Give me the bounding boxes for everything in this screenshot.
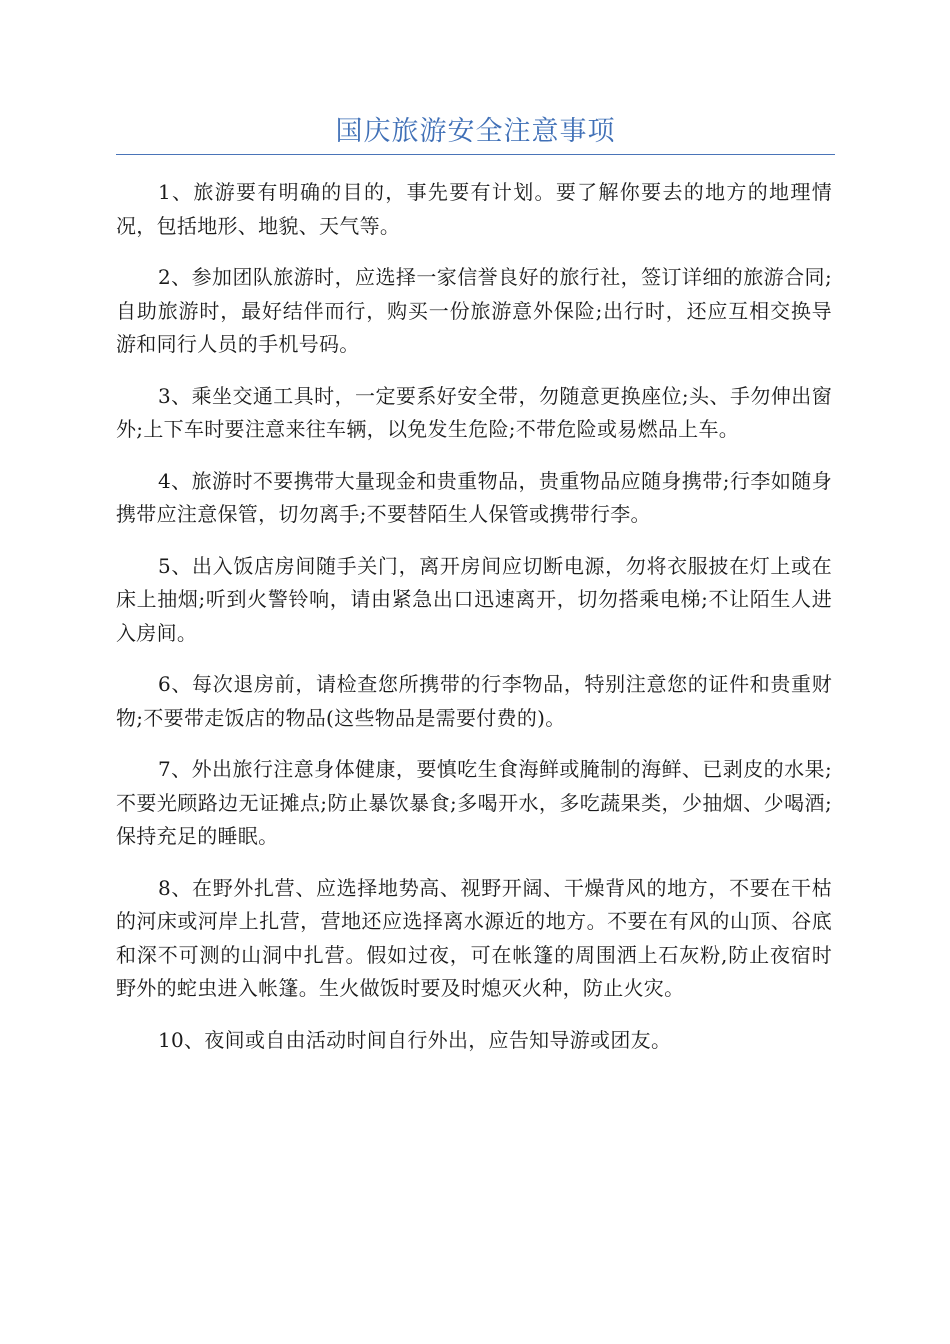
document-body [116,176,832,1075]
paragraph-2: 2、参加团队旅游时，应选择一家信誉良好的旅行社，签订详细的旅游合同;自助旅游时，最好结伴而行，购买一份旅游意外保险;出行时，还应互相交换导游和同行人员的手机号码。 [116,265,832,356]
title-underline [116,154,835,155]
paragraph-6: 6、每次退房前，请检查您所携带的行李物品，特别注意您的证件和贵重财物;不要带走饭店的物品(这些物品是需要付费的)。 [116,672,832,730]
paragraph-1: 1、旅游要有明确的目的，事先要有计划。要了解你要去的地方的地理情况，包括地形、地貌、天气等。 [116,180,832,238]
paragraph-8: 8、在野外扎营、应选择地势高、视野开阔、干燥背风的地方，不要在干枯的河床或河岸上扎营，营地还应选择离水源近的地方。不要在有风的山顶、谷底和深不可测的山洞中扎营。假如过夜，可在帐篷的周围洒上石灰粉,防止夜宿时野外的蛇虫进入帐篷。生火做饭时要及时熄灭火种，防止火灾。 [116,875,832,1000]
paragraph-7: 7、外出旅行注意身体健康，要慎吃生食海鲜或腌制的海鲜、已剥皮的水果;不要光顾路边无证摊点;防止暴饮暴食;多喝开水，多吃蔬果类，少抽烟、少喝酒;保持充足的睡眠。 [116,757,832,848]
paragraph-3: 3、乘坐交通工具时，一定要系好安全带，勿随意更换座位;头、手勿伸出窗外;上下车时要注意来往车辆，以免发生危险;不带危险或易燃品上车。 [116,383,832,441]
paragraph-10: 10、夜间或自由活动时间自行外出，应告知导游或团友。 [158,1027,672,1052]
paragraph-5: 5、出入饭店房间随手关门，离开房间应切断电源，勿将衣服披在灯上或在床上抽烟;听到火警铃响，请由紧急出口迅速离开，切勿搭乘电梯;不让陌生人进入房间。 [116,553,832,645]
paragraph-4: 4、旅游时不要携带大量现金和贵重物品，贵重物品应随身携带;行李如随身携带应注意保管，切勿离手;不要替陌生人保管或携带行李。 [116,468,832,526]
document-title: 国庆旅游安全注意事项 [335,116,616,147]
